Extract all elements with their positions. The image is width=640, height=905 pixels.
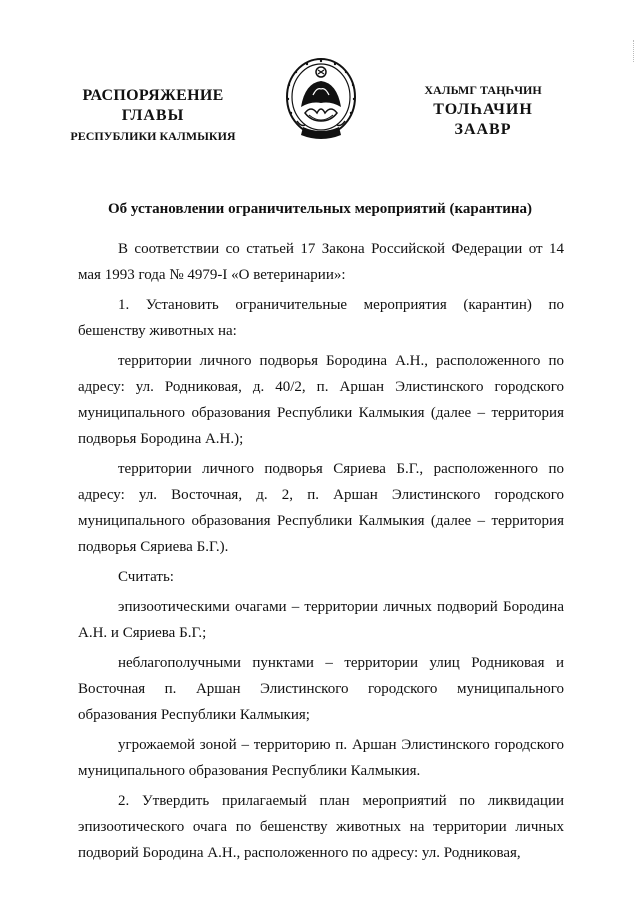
paragraph-unfavorable-points: неблагополучными пунктами – территории улиц Родниковая и Восточная п. Аршан Элистинского городского муниципального образования Республики Калмыкия; bbox=[78, 655, 564, 723]
header-right-block bbox=[408, 80, 558, 140]
paragraph-epizootic-foci: эпизоотическими очагами – территории личных подворий Бородина А.Н. и Сяриева Б.Г.; bbox=[78, 599, 564, 641]
paragraph-territory-syariev: территории личного подворья Сяриева Б.Г., расположенного по адресу: ул. Восточная, д. 2, п. Аршан Элистинского городского муниципального образования Республики Калмыкия (далее – территория подворья Сяриева Б.Г.). bbox=[78, 461, 564, 555]
paragraph-item-1: 1. Установить ограничительные мероприятия (карантин) по бешенству животных на: bbox=[78, 297, 564, 339]
paragraph-threatened-zone: угрожаемой зоной – территорию п. Аршан Элистинского городского муниципального образования Республики Калмыкия. bbox=[78, 737, 564, 779]
paragraph-preamble: В соответствии со статьей 17 Закона Российской Федерации от 14 мая 1993 года № 4979-I «О ветеринарии»: bbox=[78, 241, 564, 283]
document-body bbox=[78, 236, 564, 866]
document-title: Об установлении ограничительных мероприятий (карантина) bbox=[107, 201, 532, 217]
header-right-line-2: ТОЛҺАЧИН bbox=[433, 101, 533, 118]
paragraph-territory-borodin: территории личного подворья Бородина А.Н., расположенного по адресу: ул. Родниковая, д. 40/2, п. Аршан Элистинского городского муниципального образования Республики Калмыкия (далее – территория подворья Бородина А.Н.); bbox=[78, 353, 564, 447]
paragraph-consider: Считать: bbox=[118, 569, 174, 585]
header-left-line-2: ГЛАВЫ bbox=[121, 107, 185, 124]
header-right-line-1: ХАЛЬМГ ТАҢҺЧИН bbox=[424, 83, 542, 97]
header-left-line-3: РЕСПУБЛИКИ КАЛМЫКИЯ bbox=[70, 129, 236, 143]
paragraph-item-2: 2. Утвердить прилагаемый план мероприятий по ликвидации эпизоотического очага по бешенству животных на территории личных подворий Бородина А.Н., расположенного по адресу: ул. Родниковая, bbox=[78, 793, 564, 861]
header-left-line-1: РАСПОРЯЖЕНИЕ bbox=[82, 87, 224, 104]
header-right-line-3: ЗААВР bbox=[454, 121, 512, 138]
document-header bbox=[0, 0, 640, 150]
kalmykia-coat-of-arms-icon bbox=[283, 55, 359, 141]
header-left-block bbox=[58, 86, 248, 146]
scan-edge-mark bbox=[633, 40, 636, 62]
